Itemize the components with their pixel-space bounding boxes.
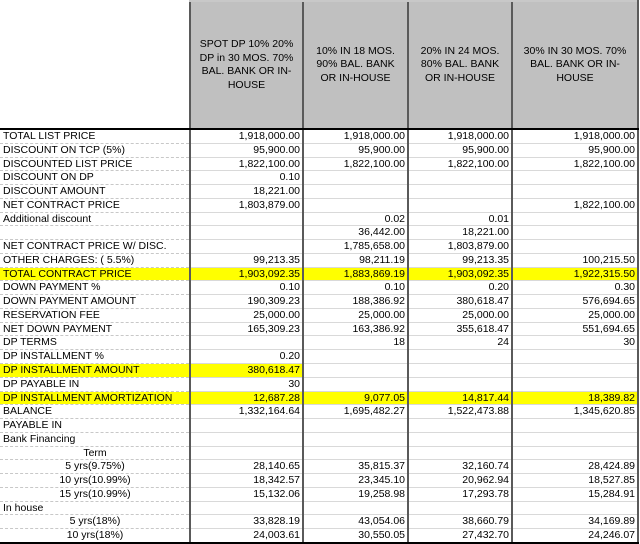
value-cell[interactable]: 27,432.70 — [408, 529, 512, 543]
value-cell[interactable]: 1,883,869.19 — [303, 267, 408, 281]
value-cell[interactable]: 551,694.65 — [512, 322, 638, 336]
row-label-cell[interactable]: 10 yrs(18%) — [0, 529, 190, 543]
value-cell[interactable] — [512, 185, 638, 199]
table-row — [0, 322, 638, 336]
header-cell-30pct-30mos[interactable]: 30% IN 30 MOS. 70% BAL. BANK OR IN-HOUSE — [512, 1, 638, 129]
value-cell[interactable]: 380,618.47 — [408, 295, 512, 309]
value-cell[interactable]: 1,695,482.27 — [303, 405, 408, 419]
value-cell[interactable]: 1,918,000.00 — [512, 129, 638, 143]
row-label-cell[interactable]: DISCOUNTED LIST PRICE — [0, 157, 190, 171]
value-cell[interactable] — [512, 432, 638, 446]
value-cell[interactable]: 34,169.89 — [512, 515, 638, 529]
value-cell[interactable] — [303, 501, 408, 515]
header-cell-spot-dp[interactable]: SPOT DP 10% 20% DP in 30 MOS. 70% BAL. BANK OR IN-HOUSE — [190, 1, 303, 129]
value-cell[interactable] — [303, 171, 408, 185]
value-cell[interactable] — [512, 446, 638, 460]
value-cell[interactable]: 1,522,473.88 — [408, 405, 512, 419]
table-row — [0, 198, 638, 212]
value-cell[interactable]: 24 — [408, 336, 512, 350]
value-cell[interactable]: 95,900.00 — [408, 143, 512, 157]
value-cell[interactable]: 32,160.74 — [408, 460, 512, 474]
row-label-cell[interactable]: Additional discount — [0, 212, 190, 226]
header-cell-10pct-18mos[interactable]: 10% IN 18 MOS. 90% BAL. BANK OR IN-HOUSE — [303, 1, 408, 129]
header-cell-blank[interactable] — [0, 1, 190, 129]
value-cell[interactable] — [512, 240, 638, 254]
row-label-cell[interactable]: RESERVATION FEE — [0, 308, 190, 322]
value-cell[interactable]: 15,284.91 — [512, 487, 638, 501]
value-cell[interactable] — [303, 364, 408, 378]
value-cell[interactable] — [303, 377, 408, 391]
value-cell[interactable]: 18,221.00 — [190, 185, 303, 199]
value-cell[interactable] — [512, 377, 638, 391]
row-label-cell[interactable]: Term — [0, 446, 190, 460]
table-row — [0, 529, 638, 543]
value-cell[interactable]: 165,309.23 — [190, 322, 303, 336]
value-cell[interactable]: 100,215.50 — [512, 253, 638, 267]
table-row — [0, 267, 638, 281]
value-cell[interactable] — [408, 171, 512, 185]
value-cell[interactable]: 1,345,620.85 — [512, 405, 638, 419]
value-cell[interactable] — [408, 350, 512, 364]
value-cell[interactable]: 30 — [190, 377, 303, 391]
table-row — [0, 336, 638, 350]
value-cell[interactable] — [303, 198, 408, 212]
value-cell[interactable]: 28,424.89 — [512, 460, 638, 474]
value-cell[interactable]: 0.20 — [190, 350, 303, 364]
table-row — [0, 474, 638, 488]
value-cell[interactable]: 190,309.23 — [190, 295, 303, 309]
value-cell[interactable]: 18,389.82 — [512, 391, 638, 405]
value-cell[interactable] — [512, 212, 638, 226]
value-cell[interactable]: 355,618.47 — [408, 322, 512, 336]
header-cell-20pct-24mos[interactable]: 20% IN 24 MOS. 80% BAL. BANK OR IN-HOUSE — [408, 1, 512, 129]
value-cell[interactable]: 1,822,100.00 — [408, 157, 512, 171]
table-row — [0, 212, 638, 226]
value-cell[interactable] — [512, 226, 638, 240]
value-cell[interactable]: 1,803,879.00 — [408, 240, 512, 254]
row-label-cell[interactable]: 5 yrs(18%) — [0, 515, 190, 529]
row-label-cell[interactable]: DP TERMS — [0, 336, 190, 350]
value-cell[interactable] — [408, 185, 512, 199]
value-cell[interactable]: 1,822,100.00 — [190, 157, 303, 171]
table-row — [0, 487, 638, 501]
value-cell[interactable] — [408, 419, 512, 433]
value-cell[interactable]: 1,903,092.35 — [408, 267, 512, 281]
table-body — [0, 129, 638, 543]
row-label-cell[interactable]: NET CONTRACT PRICE — [0, 198, 190, 212]
table-row — [0, 419, 638, 433]
table-row — [0, 377, 638, 391]
value-cell[interactable]: 14,817.44 — [408, 391, 512, 405]
value-cell[interactable]: 1,803,879.00 — [190, 198, 303, 212]
value-cell[interactable]: 24,246.07 — [512, 529, 638, 543]
row-label-cell[interactable]: DOWN PAYMENT % — [0, 281, 190, 295]
value-cell[interactable] — [512, 501, 638, 515]
row-label-cell[interactable]: TOTAL CONTRACT PRICE — [0, 267, 190, 281]
row-label-cell[interactable]: DISCOUNT ON DP — [0, 171, 190, 185]
value-cell[interactable]: 36,442.00 — [303, 226, 408, 240]
row-label-cell[interactable]: NET CONTRACT PRICE W/ DISC. — [0, 240, 190, 254]
table-row — [0, 171, 638, 185]
row-label-cell[interactable]: OTHER CHARGES: ( 5.5%) — [0, 253, 190, 267]
value-cell[interactable]: 33,828.19 — [190, 515, 303, 529]
table-row — [0, 405, 638, 419]
row-label-cell[interactable]: Bank Financing — [0, 432, 190, 446]
row-label-cell[interactable]: DISCOUNT ON TCP (5%) — [0, 143, 190, 157]
value-cell[interactable]: 0.10 — [190, 171, 303, 185]
row-label-cell[interactable]: DP PAYABLE IN — [0, 377, 190, 391]
value-cell[interactable]: 0.10 — [190, 281, 303, 295]
value-cell[interactable] — [190, 336, 303, 350]
value-cell[interactable]: 17,293.78 — [408, 487, 512, 501]
value-cell[interactable] — [190, 226, 303, 240]
value-cell[interactable]: 12,687.28 — [190, 391, 303, 405]
value-cell[interactable]: 25,000.00 — [190, 308, 303, 322]
row-label-cell[interactable]: DP INSTALLMENT AMOUNT — [0, 364, 190, 378]
value-cell[interactable]: 1,918,000.00 — [408, 129, 512, 143]
value-cell[interactable] — [408, 432, 512, 446]
value-cell[interactable]: 0.10 — [303, 281, 408, 295]
row-label-cell[interactable]: DOWN PAYMENT AMOUNT — [0, 295, 190, 309]
value-cell[interactable]: 99,213.35 — [190, 253, 303, 267]
row-label-cell[interactable]: In house — [0, 501, 190, 515]
value-cell[interactable]: 0.02 — [303, 212, 408, 226]
value-cell[interactable]: 95,900.00 — [190, 143, 303, 157]
value-cell[interactable]: 18,221.00 — [408, 226, 512, 240]
value-cell[interactable]: 1,822,100.00 — [512, 198, 638, 212]
value-cell[interactable]: 24,003.61 — [190, 529, 303, 543]
value-cell[interactable]: 28,140.65 — [190, 460, 303, 474]
value-cell[interactable] — [408, 501, 512, 515]
value-cell[interactable]: 98,211.19 — [303, 253, 408, 267]
row-label-cell[interactable] — [0, 226, 190, 240]
value-cell[interactable]: 95,900.00 — [303, 143, 408, 157]
value-cell[interactable]: 0.20 — [408, 281, 512, 295]
value-cell[interactable]: 1,332,164.64 — [190, 405, 303, 419]
table-row — [0, 253, 638, 267]
table-row — [0, 308, 638, 322]
table-row — [0, 350, 638, 364]
value-cell[interactable]: 43,054.06 — [303, 515, 408, 529]
value-cell[interactable]: 163,386.92 — [303, 322, 408, 336]
table-row — [0, 364, 638, 378]
value-cell[interactable] — [190, 432, 303, 446]
value-cell[interactable]: 380,618.47 — [190, 364, 303, 378]
value-cell[interactable]: 1,822,100.00 — [303, 157, 408, 171]
value-cell[interactable]: 188,386.92 — [303, 295, 408, 309]
table-row — [0, 281, 638, 295]
value-cell[interactable]: 23,345.10 — [303, 474, 408, 488]
table-row — [0, 129, 638, 143]
row-label-cell[interactable]: NET DOWN PAYMENT — [0, 322, 190, 336]
row-label-cell[interactable]: DISCOUNT AMOUNT — [0, 185, 190, 199]
table-row — [0, 240, 638, 254]
value-cell[interactable]: 1,903,092.35 — [190, 267, 303, 281]
value-cell[interactable] — [512, 419, 638, 433]
value-cell[interactable]: 0.01 — [408, 212, 512, 226]
value-cell[interactable]: 18,342.57 — [190, 474, 303, 488]
table-row — [0, 501, 638, 515]
row-label-cell[interactable]: DP INSTALLMENT AMORTIZATION — [0, 391, 190, 405]
value-cell[interactable]: 576,694.65 — [512, 295, 638, 309]
value-cell[interactable]: 25,000.00 — [512, 308, 638, 322]
value-cell[interactable] — [512, 350, 638, 364]
row-label-cell[interactable]: BALANCE — [0, 405, 190, 419]
value-cell[interactable]: 1,918,000.00 — [303, 129, 408, 143]
table-row — [0, 226, 638, 240]
value-cell[interactable] — [190, 419, 303, 433]
value-cell[interactable] — [190, 212, 303, 226]
value-cell[interactable]: 25,000.00 — [408, 308, 512, 322]
value-cell[interactable]: 0.30 — [512, 281, 638, 295]
value-cell[interactable] — [303, 350, 408, 364]
value-cell[interactable] — [303, 446, 408, 460]
row-label-cell[interactable]: 5 yrs(9.75%) — [0, 460, 190, 474]
value-cell[interactable]: 20,962.94 — [408, 474, 512, 488]
value-cell[interactable] — [408, 364, 512, 378]
header-row — [0, 1, 638, 129]
value-cell[interactable]: 19,258.98 — [303, 487, 408, 501]
value-cell[interactable] — [408, 198, 512, 212]
value-cell[interactable]: 38,660.79 — [408, 515, 512, 529]
value-cell[interactable]: 1,822,100.00 — [512, 157, 638, 171]
row-label-cell[interactable]: PAYABLE IN — [0, 419, 190, 433]
value-cell[interactable] — [408, 377, 512, 391]
value-cell[interactable]: 30 — [512, 336, 638, 350]
value-cell[interactable] — [303, 432, 408, 446]
row-label-cell[interactable]: TOTAL LIST PRICE — [0, 129, 190, 143]
value-cell[interactable] — [512, 364, 638, 378]
value-cell[interactable] — [190, 446, 303, 460]
table-row — [0, 446, 638, 460]
value-cell[interactable] — [190, 501, 303, 515]
table-row — [0, 391, 638, 405]
value-cell[interactable]: 95,900.00 — [512, 143, 638, 157]
table-row — [0, 143, 638, 157]
row-label-cell[interactable]: 10 yrs(10.99%) — [0, 474, 190, 488]
value-cell[interactable]: 1,922,315.50 — [512, 267, 638, 281]
value-cell[interactable]: 99,213.35 — [408, 253, 512, 267]
value-cell[interactable]: 1,785,658.00 — [303, 240, 408, 254]
value-cell[interactable] — [190, 240, 303, 254]
value-cell[interactable]: 1,918,000.00 — [190, 129, 303, 143]
table-row — [0, 460, 638, 474]
value-cell[interactable] — [512, 171, 638, 185]
value-cell[interactable]: 30,550.05 — [303, 529, 408, 543]
table-row — [0, 295, 638, 309]
table-row — [0, 515, 638, 529]
value-cell[interactable] — [408, 446, 512, 460]
value-cell[interactable]: 18 — [303, 336, 408, 350]
table-row — [0, 185, 638, 199]
row-label-cell[interactable]: DP INSTALLMENT % — [0, 350, 190, 364]
value-cell[interactable]: 9,077.05 — [303, 391, 408, 405]
value-cell[interactable]: 18,527.85 — [512, 474, 638, 488]
row-label-cell[interactable]: 15 yrs(10.99%) — [0, 487, 190, 501]
table-row — [0, 157, 638, 171]
value-cell[interactable]: 35,815.37 — [303, 460, 408, 474]
value-cell[interactable] — [303, 419, 408, 433]
table-row — [0, 432, 638, 446]
value-cell[interactable] — [303, 185, 408, 199]
value-cell[interactable]: 15,132.06 — [190, 487, 303, 501]
value-cell[interactable]: 25,000.00 — [303, 308, 408, 322]
